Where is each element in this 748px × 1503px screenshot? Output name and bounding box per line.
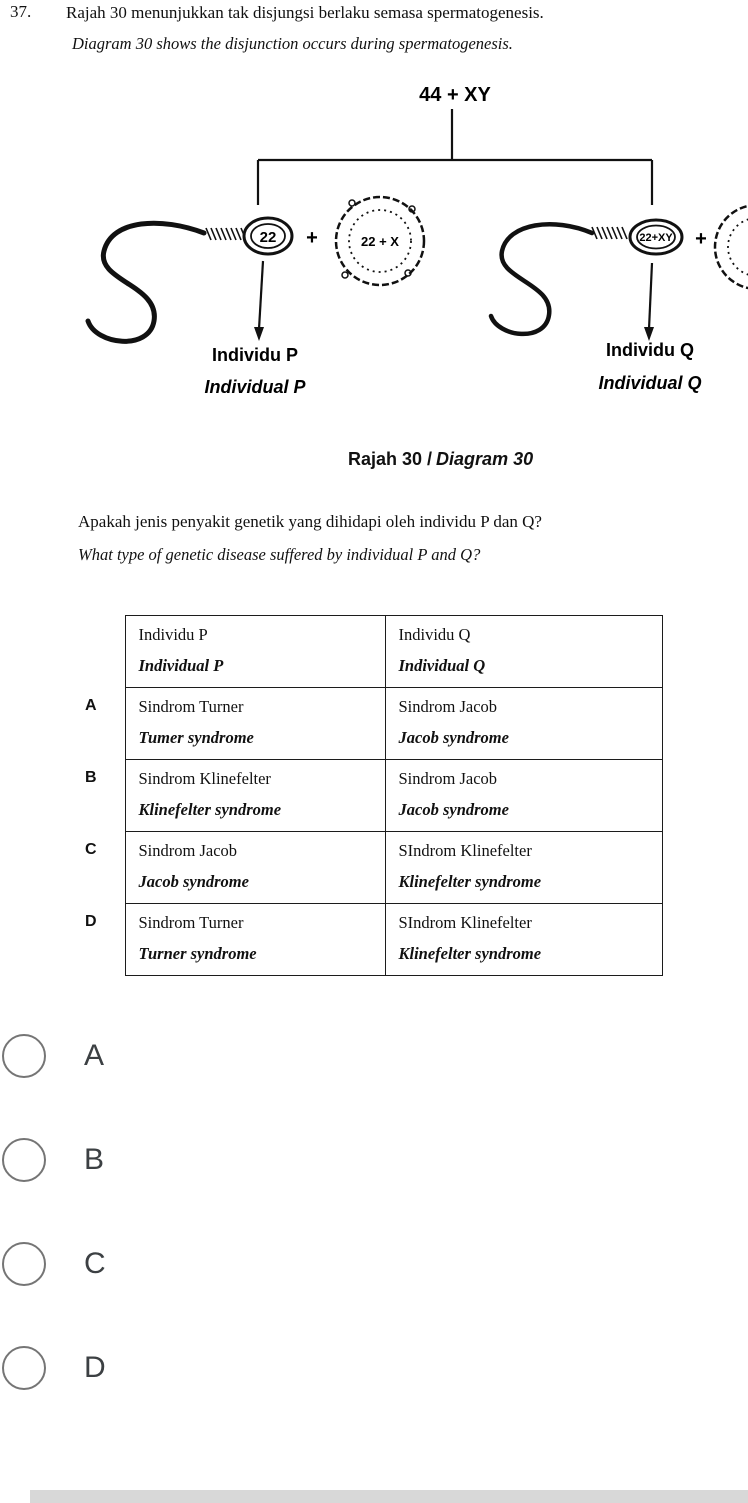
radio-button-d[interactable] [2, 1346, 46, 1390]
option-d-label: D [84, 1351, 106, 1384]
cell-q [385, 832, 662, 904]
right-sperm-midpiece [592, 227, 627, 239]
row-label-cell [85, 616, 125, 688]
diagram-svg [0, 83, 748, 443]
row-label: B [85, 768, 97, 786]
branch-bracket-lines [258, 109, 652, 205]
right-egg-inner-membrane [728, 218, 748, 276]
answer-table [85, 615, 663, 976]
arrow-to-individual-q [649, 263, 652, 329]
left-egg-cell [336, 197, 424, 285]
option-a-label: A [84, 1039, 105, 1072]
right-egg-outer-membrane [715, 205, 748, 289]
sub-question [78, 512, 748, 565]
arrow-to-individual-p [259, 261, 263, 329]
question-header [0, 0, 748, 55]
left-sperm-midpiece [206, 228, 246, 240]
arrowhead-q [644, 327, 654, 341]
row-label: A [85, 696, 97, 714]
parent-genotype-label: 44 + XY [419, 84, 491, 106]
cell-text-english: Jacob syndrome [398, 800, 509, 819]
cell-text-malay: Sindrom Turner [138, 913, 244, 932]
table-header-row [85, 616, 662, 688]
individual-p-label-english: Individual P [204, 377, 306, 397]
cell-text-malay: Sindrom Klinefelter [138, 769, 271, 788]
question-text-english: Diagram 30 shows the disjunction occurs during spermatogenesis. [72, 34, 513, 53]
right-sperm-tail [491, 224, 592, 334]
left-plus-sign: + [306, 227, 318, 249]
cell-q [385, 760, 662, 832]
option-c-label: C [84, 1247, 106, 1280]
radio-button-c[interactable] [2, 1242, 46, 1286]
diagram-caption [348, 449, 748, 470]
radio-button-a[interactable] [2, 1034, 46, 1078]
right-sperm [491, 220, 682, 334]
left-sperm-chromosome-label: 22 [259, 229, 277, 246]
option-d[interactable] [2, 1346, 748, 1390]
cell-p [125, 760, 385, 832]
cell-p [125, 832, 385, 904]
table-row [85, 688, 662, 760]
sub-question-english: What type of genetic disease suffered by individual P and Q? [78, 545, 481, 564]
individual-p-label-malay: Individu P [211, 345, 299, 365]
option-c[interactable] [2, 1242, 748, 1286]
cell-text-english: Klinefelter syndrome [398, 872, 542, 891]
header-p-english: Individual P [138, 656, 224, 675]
option-b[interactable] [2, 1138, 748, 1182]
cell-text-malay: Sindrom Jacob [398, 769, 498, 788]
row-label: C [85, 840, 97, 858]
question-text [66, 2, 734, 55]
individual-q-label-malay: Individu Q [606, 340, 694, 360]
header-q-malay: Individu Q [398, 625, 471, 644]
right-egg-cell [715, 205, 748, 289]
cell-text-english: Klinefelter syndrome [138, 800, 282, 819]
right-sperm-chromosome-label: 22+XY [639, 232, 673, 244]
cell-text-malay: Sindrom Jacob [398, 697, 498, 716]
cell-text-malay: Sindrom Jacob [138, 841, 238, 860]
arrowhead-p [254, 327, 264, 341]
table-row [85, 832, 662, 904]
spermatogenesis-diagram [0, 83, 748, 443]
bottom-divider-strip [30, 1490, 748, 1503]
answer-table-zone [85, 615, 748, 976]
diagram-caption-malay: Rajah 30 / [348, 449, 433, 469]
right-plus-sign: + [695, 228, 707, 250]
individual-q-label-english: Individual Q [598, 373, 702, 393]
cell-text-english: Tumer syndrome [138, 728, 254, 747]
cell-text-english: Jacob syndrome [398, 728, 509, 747]
header-individual-p [125, 616, 385, 688]
sub-question-malay: Apakah jenis penyakit genetik yang dihidapi oleh individu P dan Q? [78, 512, 542, 531]
option-a[interactable] [2, 1034, 748, 1078]
option-b-label: B [84, 1143, 105, 1176]
egg-decoration [342, 272, 348, 278]
left-sperm-tail [88, 223, 204, 341]
header-q-english: Individual Q [398, 656, 486, 675]
cell-q [385, 688, 662, 760]
cell-text-malay: SIndrom Klinefelter [398, 913, 532, 932]
diagram-caption-english: Diagram 30 [436, 449, 534, 469]
table-row [85, 904, 662, 976]
answer-options [0, 1034, 748, 1390]
cell-text-english: Klinefelter syndrome [398, 944, 542, 963]
table-row [85, 760, 662, 832]
question-number: 37. [10, 2, 32, 21]
row-label: D [85, 912, 97, 930]
cell-text-malay: Sindrom Turner [138, 697, 244, 716]
question-text-malay: Rajah 30 menunjukkan tak disjungsi berlaku semasa spermatogenesis. [66, 3, 544, 22]
radio-button-b[interactable] [2, 1138, 46, 1182]
cell-text-english: Turner syndrome [138, 944, 257, 963]
left-egg-chromosome-label: 22 + X [361, 234, 399, 249]
cell-p [125, 688, 385, 760]
cell-q [385, 904, 662, 976]
header-p-malay: Individu P [138, 625, 208, 644]
header-individual-q [385, 616, 662, 688]
egg-decoration [349, 200, 355, 206]
cell-text-english: Jacob syndrome [138, 872, 249, 891]
cell-p [125, 904, 385, 976]
cell-text-malay: SIndrom Klinefelter [398, 841, 532, 860]
